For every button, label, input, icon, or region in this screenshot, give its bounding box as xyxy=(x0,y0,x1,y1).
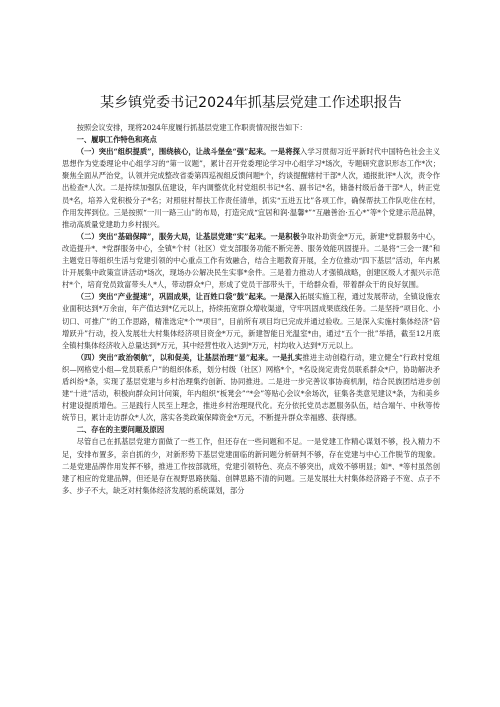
section1-item-1 xyxy=(62,146,440,231)
item-lead: （二）突出“基础保障”，服务大局，让基层党建“实”起来。一是积极 xyxy=(76,231,300,241)
item-lead: （三）突出“产业提速”，巩固成果，让百姓口袋“鼓”起来。一是深入 xyxy=(76,292,301,302)
item-body: 推进主动创稳行动，建立健全“行政村党组织—网格党小组—党员联系户”的组织体系，划分村级（社区）网格*个，*名设岗定责党员联系群众*户，协助解决矛盾纠纷*条，实现了基层党建与乡村治理集约创新、协同推进。二是进一步完善议事协商机制，结合民族团结进步创建“十进”活动，积极向群众问计问策，年内组织“板凳会”“*会”等贴心会议*余场次，征集各类意见建议*条，为和美乡村建设提质增色。三是践行人民至上理念，推进乡村治理现代化。充分依托党员志愿服务队伍，结合端午、中秋等传统节日，累计走访群众*人次，落实各类政策保障资金*万元，不断提升群众幸福感、获得感。 xyxy=(62,352,440,423)
item-lead: （一）突出“组织提质”，围绕核心，让战斗堡垒“强”起来。一是将探 xyxy=(76,147,301,157)
section1-item-3 xyxy=(62,291,440,351)
item-body: 拓展实施工程，通过发展带动，全镇设施农业面积达到*万余亩，年产值达到*亿元以上，持续拓宽群众增收渠道，守牢巩固成果底线任务。二是坚持“项目化、小切口、可推广”的工作思路，精准选定*个“*项目”，目前所有项目均已完成并通过验收。三是深入实施村集体经济“倍增跃升”行动，投入发展壮大村集体经济项目资金*万元，新建智能日光温室*由，通过“五个一批”举措，截至12月底全镇村集体经济收入总量达到*万元，其中经营性收入达到*万元，村均收入达到*万元以上。 xyxy=(62,292,441,350)
document-title: 某乡镇党委书记2024年抓基层党建工作述职报告 xyxy=(100,95,402,111)
item-body: 入学习贯彻习近平新时代中国特色社会主义思想作为党委理论中心组学习的“第一议题”，累计召开党委理论学习中心组学习*场次，专题研究意识形态工作*次；聚焦全面从严治党，认领并完成整改省委第四巡视组反馈问题*个，约谈提醒辖村干部*人次，通报批评*人次，责令作出检查*人次。二是持续加强队伍建设，年内调整优化村党组织书记*名、副书记*名，储备村级后备干部*人，转正党员*名，培养入党积极分子*名；对照驻村帮扶工作责任清单，抓实“五进五比”各项工作，确保帮扶工作队吃住在村，作用发挥到位。三是按照“一川一路三山”的布局，打造完成“宜居和润·温馨*”“互融善治·五心*”等*个党建示范品牌，推动高质量党建助力乡村振兴。 xyxy=(62,147,441,229)
section1-item-2 xyxy=(62,231,440,291)
document-body xyxy=(62,122,440,497)
section-heading-2: 二、存在的主要问题及原因 xyxy=(76,425,165,435)
intro-paragraph: 按照会议安排，现将2024年度履行抓基层党建工作职责情况报告如下： xyxy=(76,123,307,132)
section2-paragraph: 尽管自己在抓基层党建方面做了一些工作，但还存在一些问题和不足。一是党建工作精心谋划不够，投入精力不足，安排布置多，亲自抓的少，对新形势下基层党建面临的新问题分析研判不够，存在党建与中心工作脱节的现象。二是党建品牌作用发挥不够，推进工作按部就班，党建引领特色、亮点不够突出，成效不够明显；如*、*等村虽然创建了相应的党建品牌，但还是存在视野思路狭隘、创牌思路不清的问题。三是发展壮大村集体经济路子不宽、点子不多、步子不大，缺乏对村集体经济发展的系统谋划，部分 xyxy=(62,437,440,495)
item-body: 争取补助资金*万元，新建*党群服务中心，改造提升*、*党群服务中心，全镇*个村（社区）党支部服务功能不断完善、服务效能巩固提升。二是将“三会一课”和主题党日等组织生活与党建引领的中心重点工作有效融合，结合主题教育开展，全方位推动“四下基层”活动，年内累计开展集中政策宣讲活动*场次，现场办公解决民生实事*余件。三是着力推动人才强镇战略，创建区级人才振兴示范村*个，培育党员致富带头人*人，带动群众*户，形成了党员干部带头干，干给群众看，带着群众干的良好氛围。 xyxy=(62,231,441,290)
item-lead: （四）突出“政治领航”，以和促美，让基层治理“显”起来。一是扎实 xyxy=(76,352,303,362)
section1-item-4 xyxy=(62,352,440,425)
section-heading-1: 一、履职工作特色和亮点 xyxy=(76,135,157,145)
